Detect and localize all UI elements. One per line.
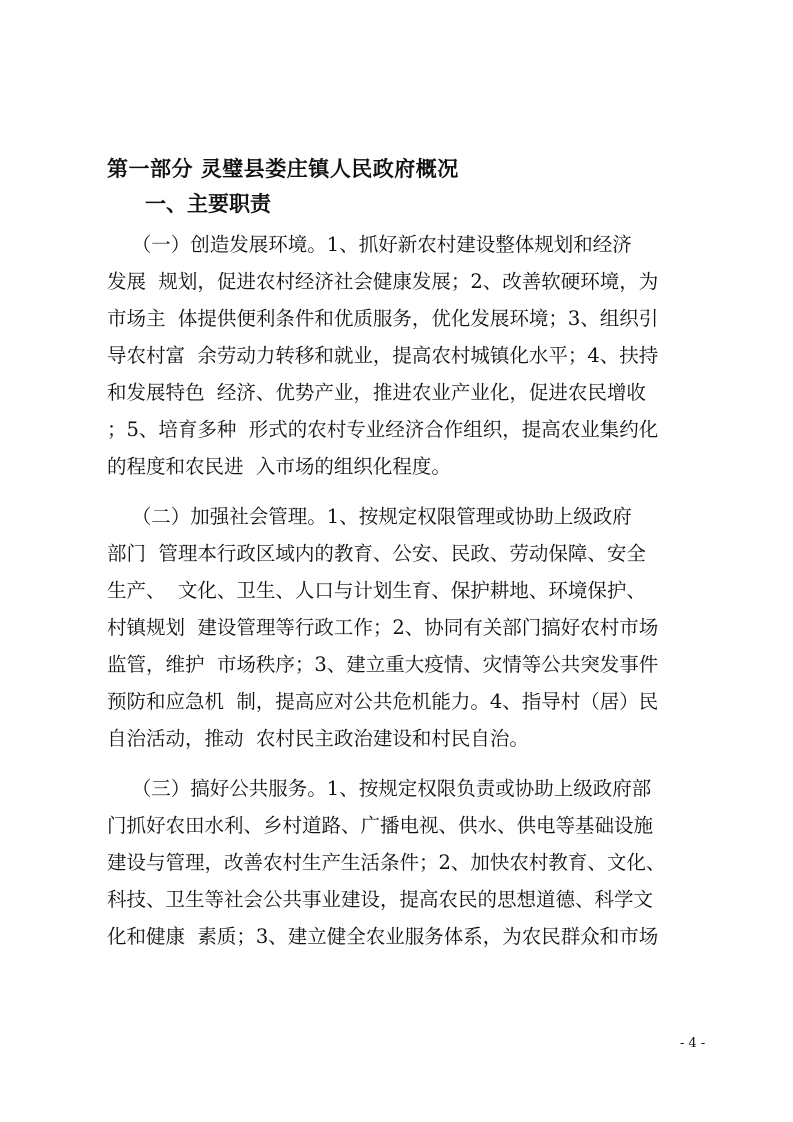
paragraph-social-management — [107, 498, 707, 757]
paragraph-create-environment — [107, 226, 707, 485]
paragraph-line: 发展 规划，促进农村经济社会健康发展；2、改善软硬环境，为 — [107, 270, 659, 293]
part-title: 第一部分 灵璧县娄庄镇人民政府概况 — [107, 157, 459, 181]
paragraph-line: 导农村富 余劳动力转移和就业，提高农村城镇化水平；4、扶持 — [107, 344, 659, 367]
paragraph-line: 化和健康 素质；3、建立健全农业服务体系，为农民群众和市场 — [107, 925, 659, 948]
paragraph-line: 生产、 文化、卫生、人口与计划生育、保护耕地、环境保护、 — [107, 579, 646, 602]
paragraph-line: 科技、卫生等社会公共事业建设，提高农民的思想道德、科学文 — [107, 888, 654, 911]
paragraph-line: 自治活动，推动 农村民主政治建设和村民自治。 — [107, 727, 529, 750]
paragraph-line: （二）加强社会管理。1、按规定权限管理或协助上级政府 — [107, 505, 632, 528]
paragraph-line: 门抓好农田水利、乡村道路、广播电视、供水、供电等基础设施 — [107, 814, 654, 837]
paragraph-line: 市场主 体提供便利条件和优质服务，优化发展环境；3、组织引 — [107, 307, 659, 330]
section-title: 一、主要职责 — [145, 192, 271, 216]
paragraph-line: （一）创造发展环境。1、抓好新农村建设整体规划和经济 — [107, 233, 632, 256]
paragraph-line: （三）搞好公共服务。1、按规定权限负责或协助上级政府部 — [107, 777, 652, 800]
paragraph-line: 监管，维护 市场秩序；3、建立重大疫情、灾情等公共突发事件 — [107, 653, 659, 676]
paragraph-line: 建设与管理，改善农村生产生活条件；2、加快农村教育、文化、 — [107, 851, 666, 874]
paragraph-line: 和发展特色 经济、优势产业，推进农业产业化，促进农民增收 — [107, 381, 646, 404]
paragraph-public-services — [107, 770, 707, 955]
page-number: - 4 - — [680, 1036, 706, 1051]
paragraph-line: 部门 管理本行政区域内的教育、公安、民政、劳动保障、安全 — [107, 542, 646, 565]
paragraph-line: 的程度和农民进 入市场的组织化程度。 — [107, 455, 451, 478]
paragraph-line: 预防和应急机 制，提高应对公共危机能力。4、指导村（居）民 — [107, 690, 659, 713]
paragraph-line: 村镇规划 建设管理等行政工作；2、协同有关部门搞好农村市场 — [107, 616, 659, 639]
paragraph-line: ；5、培育多种 形式的农村专业经济合作组织，提高农业集约化 — [107, 418, 659, 441]
